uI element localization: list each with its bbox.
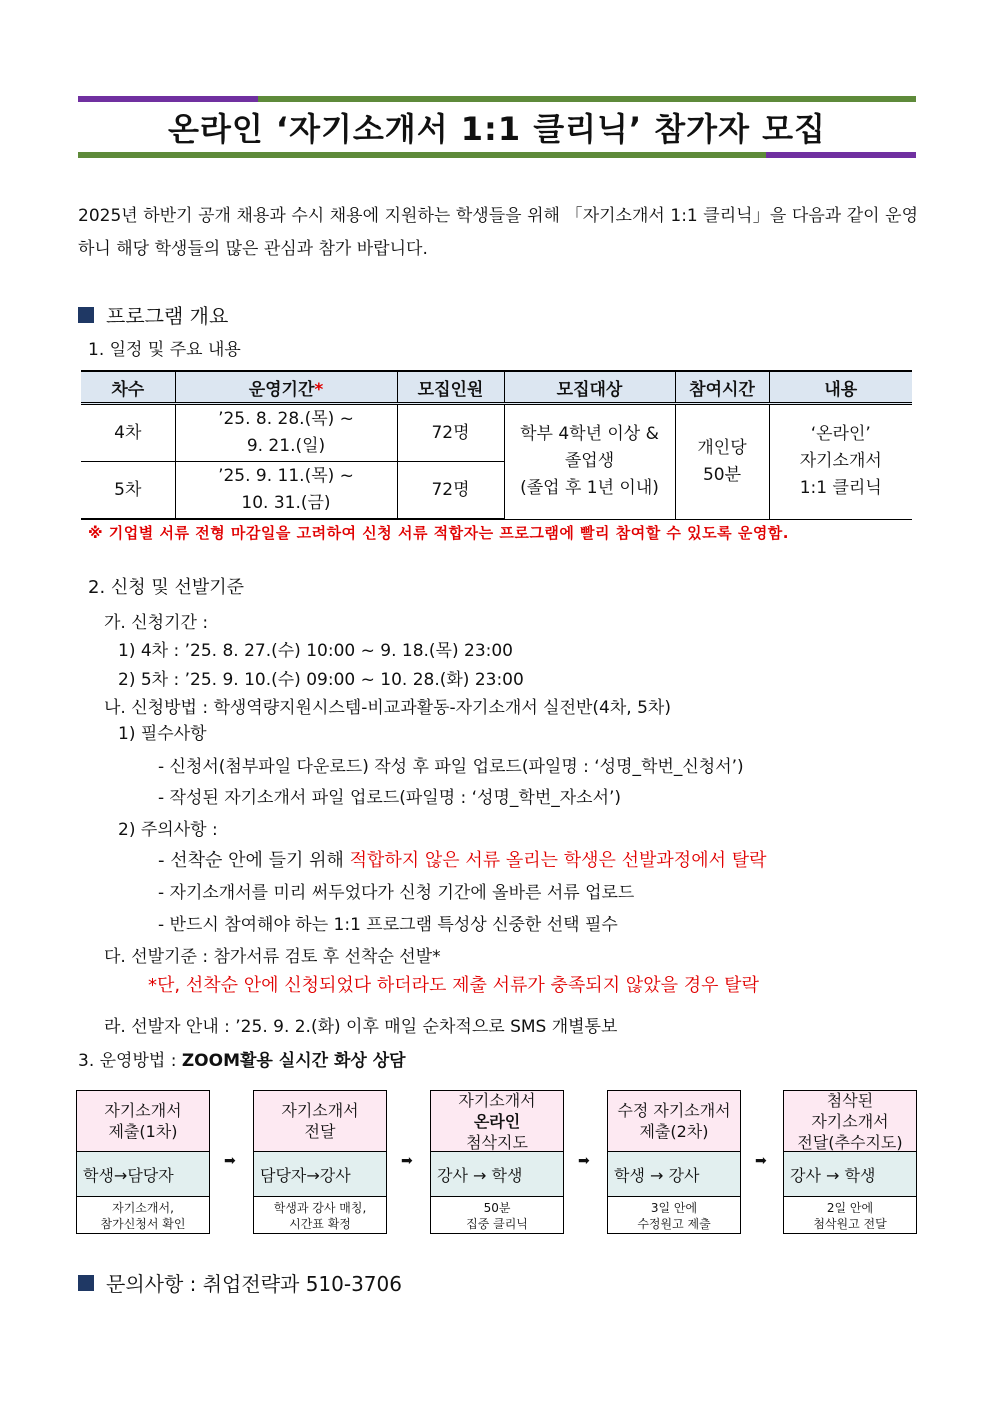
caution-item-3: - 반드시 참여해야 하는 1:1 프로그램 특성상 신중한 선택 필수 bbox=[158, 915, 618, 935]
arrow-right-icon: ➡ bbox=[224, 1153, 236, 1169]
caution-item-2: - 자기소개서를 미리 써두었다가 신청 기간에 올바른 서류 업로드 bbox=[158, 883, 635, 903]
intro-paragraph: 2025년 하반기 공개 채용과 수시 채용에 지원하는 학생들을 위해 「자기소개서 1:1 클리닉」을 다음과 같이 운영하니 해당 학생들의 많은 관심과 참가 바랍니다. bbox=[78, 206, 918, 259]
table-row bbox=[81, 404, 912, 462]
round-cell: 5차 bbox=[81, 462, 175, 520]
apply-period-5: 2) 5차 : ’25. 9. 10.(수) 09:00 ~ 10. 28.(화) 23:00 bbox=[118, 670, 524, 690]
table-header-row bbox=[81, 371, 912, 404]
selection-note: *단, 선착순 안에 신청되었다 하더라도 제출 서류가 충족되지 않았을 경우 탈락 bbox=[148, 975, 759, 996]
apply-period-4: 1) 4차 : ’25. 8. 27.(수) 10:00 ~ 9. 18.(목) 23:00 bbox=[118, 641, 514, 661]
flow-step-direction: 담당자→강사 bbox=[254, 1152, 386, 1197]
period-cell: ’25. 8. 28.(목) ~ 9. 21.(일) bbox=[175, 404, 397, 462]
operation-title: 3. 운영방법 : ZOOM활용 실시간 화상 상담 bbox=[78, 1051, 406, 1071]
target-cell: 학부 4학년 이상 & 졸업생 (졸업 후 1년 이내) bbox=[504, 404, 675, 520]
schedule-subtitle: 1. 일정 및 주요 내용 bbox=[88, 340, 241, 360]
time-cell: 개인당 50분 bbox=[675, 404, 769, 520]
count-cell: 72명 bbox=[397, 404, 504, 462]
caution-label: 2) 주의사항 : bbox=[118, 820, 218, 840]
arrow-right-icon: ➡ bbox=[401, 1153, 413, 1169]
flow-step-direction: 학생→담당자 bbox=[77, 1152, 209, 1197]
header-time: 참여시간 bbox=[675, 371, 769, 404]
square-bullet-icon bbox=[78, 307, 94, 323]
flow-step-1: 자기소개서 제출(1차) 학생→담당자 자기소개서, 참가신청서 확인 bbox=[76, 1090, 210, 1234]
page-title: 온라인 ‘자기소개서 1:1 클리닉’ 참가자 모집 bbox=[168, 110, 826, 148]
flow-step-direction: 학생 → 강사 bbox=[608, 1152, 740, 1197]
flow-step-direction: 강사 → 학생 bbox=[431, 1152, 563, 1197]
table-note: ※ 기업별 서류 전형 마감일을 고려하여 신청 서류 적합자는 프로그램에 빨리 참여할 수 있도록 운영함. bbox=[88, 524, 789, 542]
schedule-table bbox=[81, 370, 912, 520]
section-overview-title: 프로그램 개요 bbox=[106, 304, 229, 328]
flow-step-2: 자기소개서 전달 담당자→강사 학생과 강사 매칭, 시간표 확정 bbox=[253, 1090, 387, 1234]
flow-step-5: 첨삭된 자기소개서 전달(추수지도) 강사 → 학생 2일 안에 첨삭원고 전달 bbox=[783, 1090, 917, 1234]
required-label: 1) 필수사항 bbox=[118, 724, 207, 744]
header-period: 운영기간* bbox=[175, 371, 397, 404]
required-item-1: - 신청서(첨부파일 다운로드) 작성 후 파일 업로드(파일명 : ‘성명_학번_신청서’) bbox=[158, 757, 744, 777]
count-cell: 72명 bbox=[397, 462, 504, 520]
header-round: 차수 bbox=[81, 371, 175, 404]
arrow-right-icon: ➡ bbox=[755, 1153, 767, 1169]
flow-step-3: 자기소개서 온라인 첨삭지도 강사 → 학생 50분 집중 클리닉 bbox=[430, 1090, 564, 1234]
title-bar-top-green bbox=[258, 96, 916, 102]
selection-notice: 라. 선발자 안내 : ’25. 9. 2.(화) 이후 매일 순차적으로 SMS 개별통보 bbox=[104, 1017, 618, 1037]
caution-item-1: - 선착순 안에 들기 위해 적합하지 않은 서류 올리는 학생은 선발과정에서 탈락 bbox=[158, 850, 767, 871]
apply-method: 나. 신청방법 : 학생역량지원시스템-비교과활동-자기소개서 실전반(4차, 5차) bbox=[104, 698, 671, 718]
required-item-2: - 작성된 자기소개서 파일 업로드(파일명 : ‘성명_학번_자소서’) bbox=[158, 788, 622, 808]
round-cell: 4차 bbox=[81, 404, 175, 462]
section-overview-heading bbox=[78, 300, 228, 329]
flow-step-4: 수정 자기소개서 제출(2차) 학생 → 강사 3일 안에 수정원고 제출 bbox=[607, 1090, 741, 1234]
selection-criteria: 다. 선발기준 : 참가서류 검토 후 선착순 선발* bbox=[104, 947, 441, 967]
square-bullet-icon bbox=[78, 1275, 94, 1291]
contact-heading bbox=[78, 1268, 402, 1297]
content-cell: ‘온라인’ 자기소개서 1:1 클리닉 bbox=[769, 404, 912, 520]
header-target: 모집대상 bbox=[504, 371, 675, 404]
contact-text: 문의사항 : 취업전략과 510-3706 bbox=[106, 1272, 402, 1296]
flow-step-direction: 강사 → 학생 bbox=[784, 1152, 916, 1197]
title-bar-top-purple bbox=[78, 96, 258, 102]
header-count: 모집인원 bbox=[397, 371, 504, 404]
title-bar-bottom-green bbox=[78, 152, 766, 158]
arrow-right-icon: ➡ bbox=[578, 1153, 590, 1169]
period-cell: ’25. 9. 11.(목) ~ 10. 31.(금) bbox=[175, 462, 397, 520]
apply-period-label: 가. 신청기간 : bbox=[104, 613, 209, 633]
header-content: 내용 bbox=[769, 371, 912, 404]
apply-section-title: 2. 신청 및 선발기준 bbox=[88, 577, 245, 598]
title-bar-bottom-purple bbox=[766, 152, 916, 158]
